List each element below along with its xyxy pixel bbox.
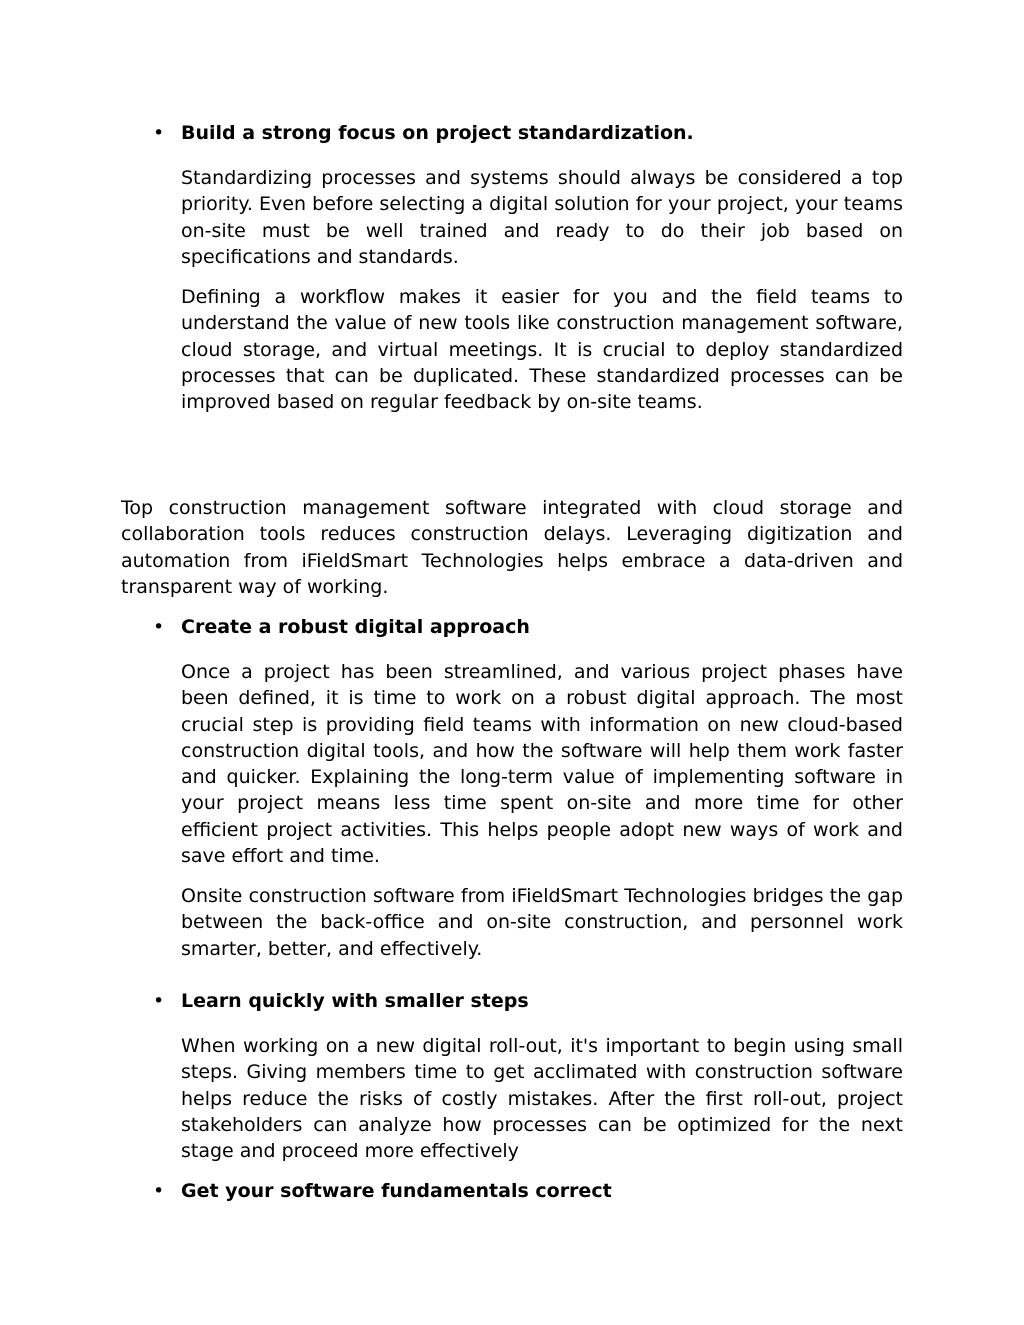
paragraph: Defining a workflow makes it easier for you and the field teams to understand the value of new tools like construction management software, cloud storage, and virtual meetings. It is crucial to deploy standardized processes that can be duplicated. These standardized processes can be improved based on regular feedback by on-site teams. [181,286,903,414]
bullet-heading-standardization [153,120,903,146]
intro-paragraph: Top construction management software integrated with cloud storage and collaboration tools reduces construction delays. Leveraging digitization and automation from iFieldSmart Technologies helps embrace a data-driven and transparent way of working. [121,497,903,598]
bullet-heading-software-fundamentals [153,1178,903,1204]
bullet-marker: • [153,122,165,144]
heading-text: Get your software fundamentals correct [181,1180,612,1202]
heading-text: Create a robust digital approach [181,616,530,638]
heading-text: Build a strong focus on project standardization. [181,122,694,144]
bullet-heading-smaller-steps [153,988,903,1014]
paragraph: Standardizing processes and systems should always be considered a top priority. Even before selecting a digital solution for your project, your teams on-site must be well trained and ready to do their job based on specifications and standards. [181,167,903,268]
bullet-marker: • [153,1180,165,1202]
bullet-heading-digital-approach [153,614,903,640]
heading-text: Learn quickly with smaller steps [181,990,529,1012]
bullet-marker: • [153,990,165,1012]
paragraph: Once a project has been streamlined, and various project phases have been defined, it is time to work on a robust digital approach. The most crucial step is providing field teams with information on new cloud-based construction digital tools, and how the software will help them work faster and quicker. Explaining the long-term value of implementing software in your project means less time spent on-site and more time for other efficient project activities. This helps people adopt new ways of work and save effort and time. [181,661,903,868]
paragraph: When working on a new digital roll-out, it's important to begin using small steps. Giving members time to get acclimated with construction software helps reduce the risks of costly mistakes. After the first roll-out, project stakeholders can analyze how processes can be optimized for the next stage and proceed more effectively [181,1035,903,1163]
paragraph: Onsite construction software from iFieldSmart Technologies bridges the gap between the back-office and on-site construction, and personnel work smarter, better, and effectively. [181,885,903,960]
bullet-marker: • [153,616,165,638]
